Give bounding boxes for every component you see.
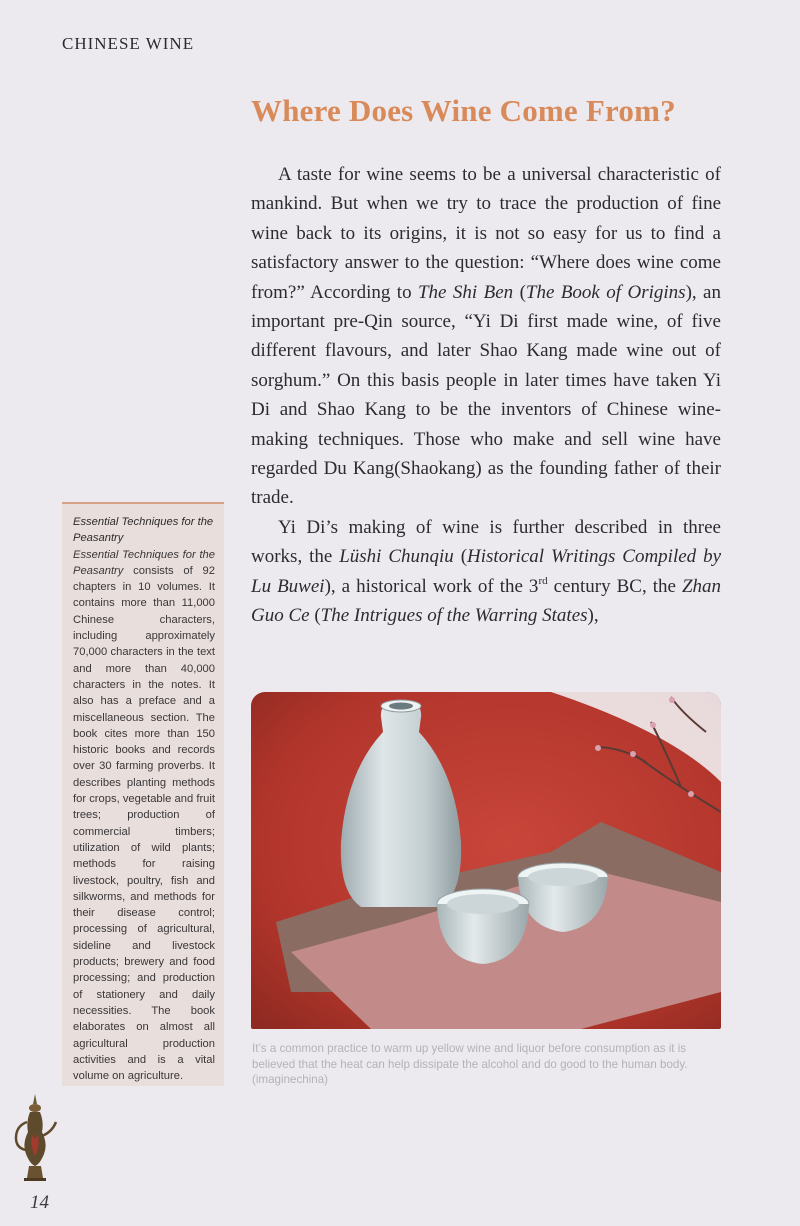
text-run: ), an important pre-Qin source, “Yi Di first made wine, of five different flavours, and later Shao Kang made wine out of sorghum.” On this basis people in later times have taken Yi Di and Shao Kang to be the inventors of Chinese wine-making techniques. Those who make and sell wine have regarded Du Kang(Shaokang) as the founding father of their trade.	[251, 281, 721, 509]
book-title-english: The Book of Origins	[525, 281, 686, 303]
book-title: Lüshi Chunqiu	[339, 546, 454, 568]
text-run: A taste for wine seems to be a universal characteristic of mankind. But when we try to trace the production of fine wine back to its origins, it is not so easy for us to find a satisfactory answer to the question: “Where does wine come from?” According to	[251, 164, 721, 303]
sidebar-book-title: Essential Techniques for the Peasantry	[73, 548, 215, 577]
book-title-english: The Intrigues of the Warring States	[320, 605, 588, 627]
photo-illustration	[251, 692, 721, 1029]
sidebar-body	[73, 547, 215, 1085]
teapot-ewer-icon	[12, 1092, 58, 1184]
ordinal-superscript: rd	[538, 574, 548, 587]
text-run: ),	[587, 605, 599, 627]
text-run: (	[453, 546, 468, 568]
page-number: 14	[30, 1192, 49, 1213]
text-run: ), a historical work of the 3	[324, 575, 539, 597]
wine-set-photo	[251, 692, 721, 1029]
book-title: The Shi Ben	[417, 281, 514, 303]
photo-caption: It’s a common practice to warm up yellow wine and liquor before consumption as it is believed that the heat can help dissipate the alcohol and do good to the human body. (imaginechina)	[252, 1042, 688, 1087]
page-title: Where Does Wine Come From?	[251, 93, 676, 128]
text-run: Yi Di’s making of wine is further described in three works, the	[251, 516, 721, 568]
sidebar-note	[62, 502, 224, 1086]
running-head: CHINESE WINE	[62, 34, 195, 53]
book-title-english: Historical Writings Compiled by Lu Buwei	[251, 546, 722, 597]
sidebar-text: consists of 92 chapters in 10 volumes. It contains more than 11,000 Chinese characters, including approximately 70,000 characters in the text and more than 40,000 characters in the notes. It also has a preface and a miscellaneous section. The book cites more than 150 historic books and records over 30 farming proverbs. It describes planting methods for crops, vegetable and fruit trees; production of commercial timbers; utilization of wild plants; methods for raising livestock, poultry, fish and silkworms, and methods for their disease control; processing of agricultural, sideline and livestock products; brewery and food processing; and production of stationery and daily necessities. The book elaborates on almost all agricultural production activities and is a vital volume on agriculture.	[73, 564, 215, 1083]
text-run: century BC, the	[547, 575, 682, 597]
sidebar-title: Essential Techniques for the Peasantry	[73, 516, 214, 545]
article-body	[251, 160, 721, 631]
book-title: Zhan Guo Ce	[251, 575, 722, 627]
paragraph-2	[251, 513, 721, 631]
paragraph-1	[251, 160, 721, 513]
text-run: (	[513, 281, 526, 303]
text-run: (	[309, 605, 321, 627]
